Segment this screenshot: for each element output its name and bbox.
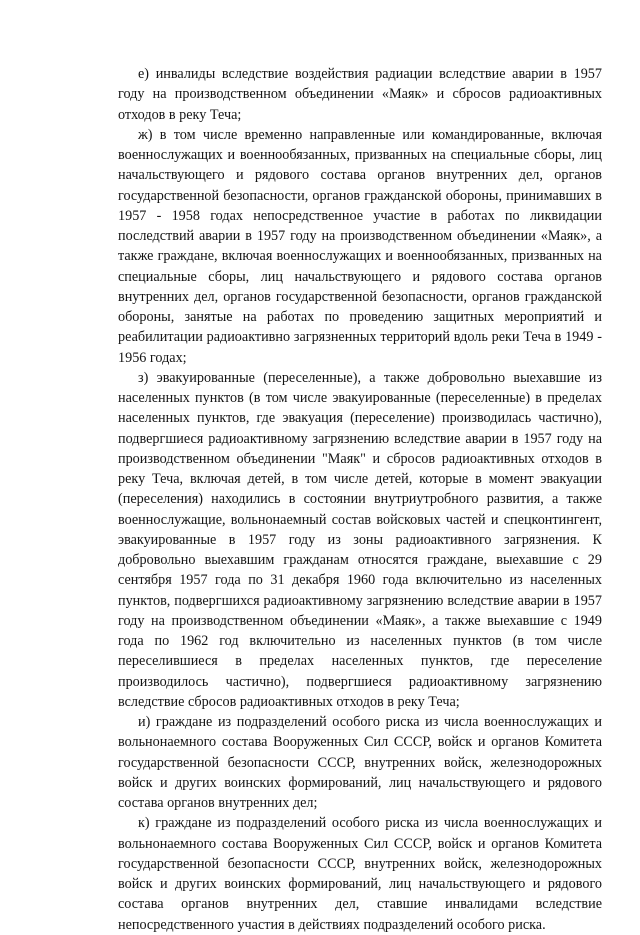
paragraph-e: е) инвалиды вследствие воздействия радиации вследствие аварии в 1957 году на производственном объединении «Маяк» и сбросов радиоактивных отходов в реку Теча;: [118, 66, 602, 123]
document-body: [118, 64, 602, 935]
paragraph-z: з) эвакуированные (переселенные), а также добровольно выехавшие из населенных пунктов (в том числе эвакуированные (переселенные) в пределах населенных пунктов, где эвакуация (переселение) производилась частично), подвергшиеся радиоактивному загрязнению вследствие аварии в 1957 году на производственном объединении "Маяк" и сбросов радиоактивных отходов в реку Теча, включая детей, в том числе детей, которые в момент эвакуации (переселения) находились в состоянии внутриутробного развития, а также военнослужащие, вольнонаемный состав войсковых частей и спецконтингент, эвакуированные в 1957 году из зоны радиоактивного загрязнения. К добровольно выехавшим гражданам относятся граждане, выехавшие с 29 сентября 1957 года по 31 декабря 1960 года включительно из населенных пунктов, подвергшихся радиоактивному загрязнению вследствие аварии в 1957 году на производственном объединении «Маяк», а также выехавшие с 1949 года по 1962 год включительно из населенных пунктов (в том числе переселившиеся в пределах населенных пунктов, где переселение производилось частично), подвергшиеся радиоактивному загрязнению вследствие сбросов радиоактивных отходов в реку Теча;: [118, 369, 602, 710]
paragraph-zh: ж) в том числе временно направленные или командированные, включая военнослужащих и военнообязанных, призванных на специальные сборы, лиц начальствующего и рядового состава органов внутренних дел, органов государственной безопасности, органов гражданской обороны, принимавших в 1957 - 1958 годах непосредственное участие в работах по ликвидации последствий аварии в 1957 году на производственном объединении «Маяк», а также граждане, включая военнослужащих и военнообязанных, призванных на специальные сборы, лиц начальствующего и рядового состава органов внутренних дел, органов государственной безопасности, органов гражданской обороны, занятые на работах по проведению защитных мероприятий и реабилитации радиоактивно загрязненных территорий вдоль реки Теча в 1949 - 1956 годах;: [118, 126, 602, 366]
paragraph-i: и) граждане из подразделений особого риска из числа военнослужащих и вольнонаемного состава Вооруженных Сил СССР, войск и органов Комитета государственной безопасности СССР, внутренних войск, железнодорожных войск и других воинских формирований, лиц начальствующего и рядового состава органов внутренних дел;: [118, 714, 602, 811]
paragraph-k: к) граждане из подразделений особого риска из числа военнослужащих и вольнонаемного состава Вооруженных Сил СССР, войск и органов Комитета государственной безопасности СССР, внутренних войск, железнодорожных войск и других воинских формирований, лиц начальствующего и рядового состава органов внутренних дел, ставшие инвалидами вследствие непосредственного участия в действиях подразделений особого риска.: [118, 815, 602, 933]
